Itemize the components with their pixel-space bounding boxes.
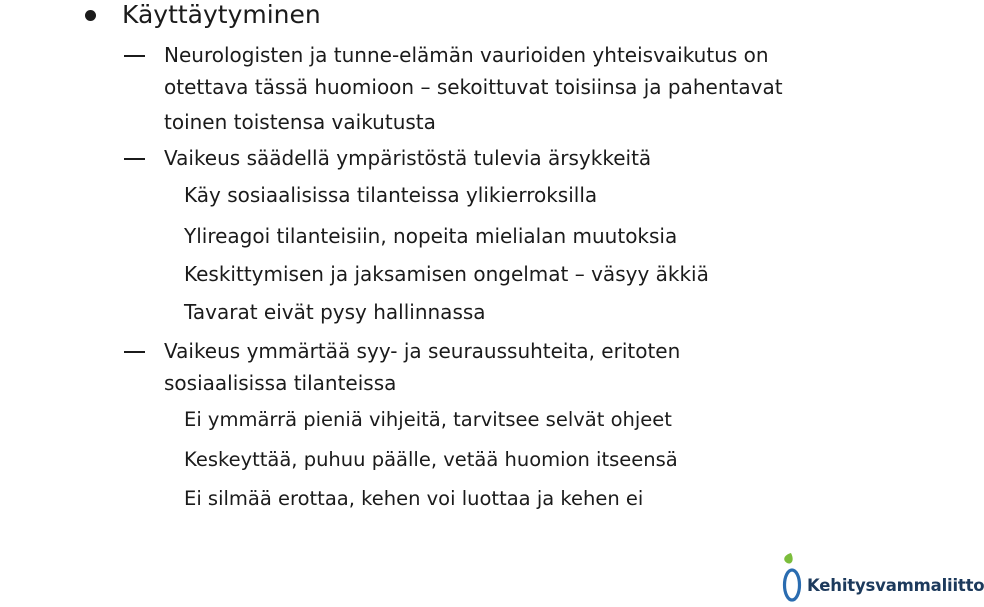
- bullet-line-2: Vaikeus säädellä ympäristöstä tulevia ärsykkeitä: [164, 146, 652, 170]
- heading-text: Käyttäytyminen: [122, 0, 321, 29]
- bullet-line-1-cont: otettava tässä huomioon – sekoittuvat toisiinsa ja pahentavat: [164, 75, 783, 99]
- kehitysvammaliitto-logo: [779, 552, 984, 604]
- slide-heading: [85, 0, 321, 30]
- sub-item: Tavarat eivät pysy hallinnassa: [184, 300, 486, 324]
- bullet-line-1: Neurologisten ja tunne-elämän vaurioiden yhteisvaikutus on: [164, 43, 769, 67]
- sub-item: Ylireagoi tilanteisiin, nopeita mielialan muutoksia: [184, 224, 678, 248]
- logo-text: Kehitysvammaliitto: [807, 576, 984, 595]
- dash-icon: [124, 351, 145, 353]
- dash-icon: [124, 158, 145, 160]
- sub-item: Käy sosiaalisissa tilanteissa ylikierroksilla: [184, 183, 598, 207]
- dash-icon: [124, 55, 145, 57]
- sub-item: Ei ymmärrä pieniä vihjeitä, tarvitsee selvät ohjeet: [184, 408, 672, 431]
- sub-item: Keskittymisen ja jaksamisen ongelmat – väsyy äkkiä: [184, 262, 709, 286]
- bullet-line-1-cont-2: toinen toistensa vaikutusta: [164, 110, 436, 134]
- sub-item: Keskeyttää, puhuu päälle, vetää huomion itseensä: [184, 448, 678, 471]
- logo-mark-icon: [779, 552, 807, 604]
- sub-item: Ei silmää erottaa, kehen voi luottaa ja kehen ei: [184, 487, 644, 510]
- bullet-line-3: Vaikeus ymmärtää syy- ja seuraussuhteita, eritoten: [164, 339, 681, 363]
- bullet-dot-icon: [85, 10, 96, 21]
- bullet-line-3-cont: sosiaalisissa tilanteissa: [164, 371, 397, 395]
